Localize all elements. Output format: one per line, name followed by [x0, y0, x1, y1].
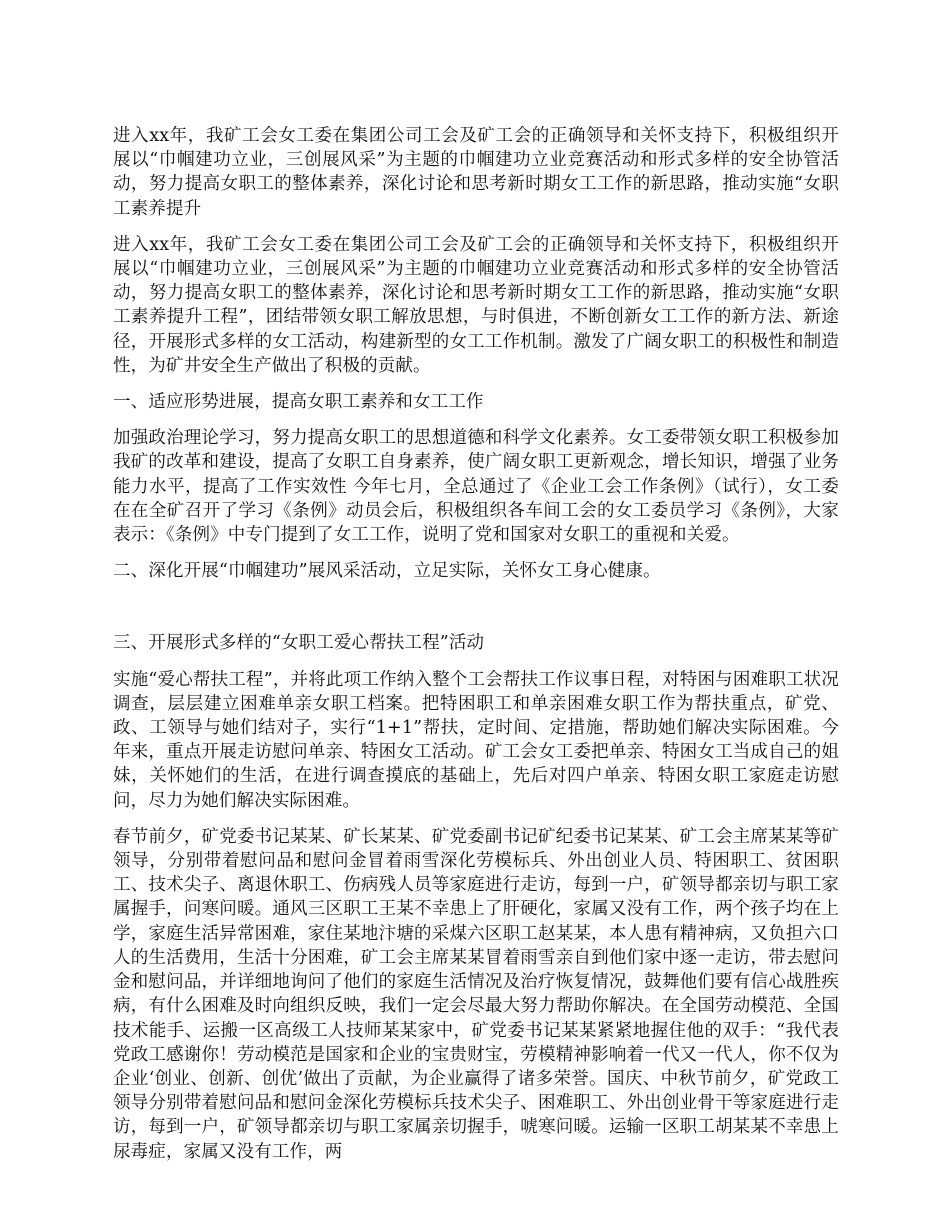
intro-paragraph: 进入xx年，我矿工会女工委在集团公司工会及矿工会的正确领导和关怀支持下，积极组织开展以“巾帼建功立业，三创展风采”为主题的巾帼建功立业竞赛活动和形式多样的安全协管活动，努力提高女职工的整体素养，深化讨论和思考新时期女工工作的新思路，推动实施“女职工素养提升工程”，团结带领女职工解放思想，与时俱进，不断创新女工工作的新方法、新途径，开展形式多样的女工活动，构建新型的女工工作机制。激发了广阔女职工的积极性和制造性，为矿井安全生产做出了积极的贡献。 [113, 234, 839, 376]
section-3-paragraph-2: 春节前夕，矿党委书记某某、矿长某某、矿党委副书记矿纪委书记某某、矿工会主席某某等矿领导，分别带着慰问品和慰问金冒着雨雪深化劳模标兵、外出创业人员、特困职工、贫困职工、技术尖子、离退休职工、伤病残人员等家庭进行走访，每到一户，矿领导都亲切与职工家属握手，问寒问暖。通风三区职工王某不幸患上了肝硬化，家属又没有工作，两个孩子均在上学，家庭生活异常困难，家住某地汴塘的采煤六区职工赵某某，本人患有精神病，又负担六口人的生活费用，生活十分困难，矿工会主席某某冒着雨雪亲自到他们家中逐一走访，带去慰问金和慰问品，并详细地询问了他们的家庭生活情况及治疗恢复情况，鼓舞他们要有信心战胜疾病，有什么困难及时向组织反映，我们一定会尽最大努力帮助你解决。在全国劳动模范、全国技术能手、运搬一区高级工人技师某某家中，矿党委书记某某紧紧地握住他的双手：“我代表党政工感谢你！劳动模范是国家和企业的宝贵财宝，劳模精神影响着一代又一代人，你不仅为企业‘创业、创新、创优’做出了贡献，为企业赢得了诸多荣誉。国庆、中秋节前夕，矿党政工领导分别带着慰问品和慰问金深化劳模标兵技术尖子、困难职工、外出创业骨干等家庭进行走访，每到一户，矿领导都亲切与职工家属亲切握手，唬寒问暖。运输一区职工胡某某不幸患上尿毒症，家属又没有工作，两 [113, 826, 839, 1162]
document-body [113, 124, 839, 1164]
section-heading-3: 三、开展形式多样的“女职工爱心帮扶工程”活动 [113, 633, 485, 654]
intro-paragraph-truncated: 进入xx年，我矿工会女工委在集团公司工会及矿工会的正确领导和关怀支持下，积极组织开展以“巾帼建功立业，三创展风采”为主题的巾帼建功立业竞赛活动和形式多样的安全协管活动，努力提高女职工的整体素养，深化讨论和思考新时期女工工作的新思路，推动实施“女职工素养提升 [113, 126, 839, 219]
section-heading-1: 一、适应形势进展，提高女职工素养和女工工作 [113, 392, 484, 413]
section-heading-2: 二、深化开展“巾帼建功”展风采活动，立足实际，关怀女工身心健康。 [113, 561, 661, 582]
section-3-paragraph-1: 实施“爱心帮扶工程”，并将此项工作纳入整个工会帮扶工作议事日程，对特困与困难职工状况调查，层层建立困难单亲女职工档案。把特困职工和单亲困难女职工作为帮扶重点，矿党、政、工领导与她们结对子，实行“1+1”帮扶，定时间、定措施，帮助她们解决实际困难。今年来，重点开展走访慰问单亲、特困女工活动。矿工会女工委把单亲、特困女工当成自己的姐妹，关怀她们的生活，在进行调查摸底的基础上，先后对四户单亲、特困女职工家庭走访慰问，尽力为她们解决实际困难。 [113, 669, 839, 811]
section-1-paragraph: 加强政治理论学习，努力提高女职工的思想道德和科学文化素养。女工委带领女职工积极参加我矿的改革和建设，提高了女职工自身素养，使广阔女职工更新观念，增长知识，增强了业务能力水平，提高了工作实效性 今年七月，全总通过了《企业工会工作条例》（试行），女工委在在全矿召开了学习《条例》动员会后，积极组织各车间工会的女工委员学习《条例》，大家表示：《条例》中专门提到了女工工作，说明了党和国家对女职工的重视和关爱。 [113, 428, 839, 546]
